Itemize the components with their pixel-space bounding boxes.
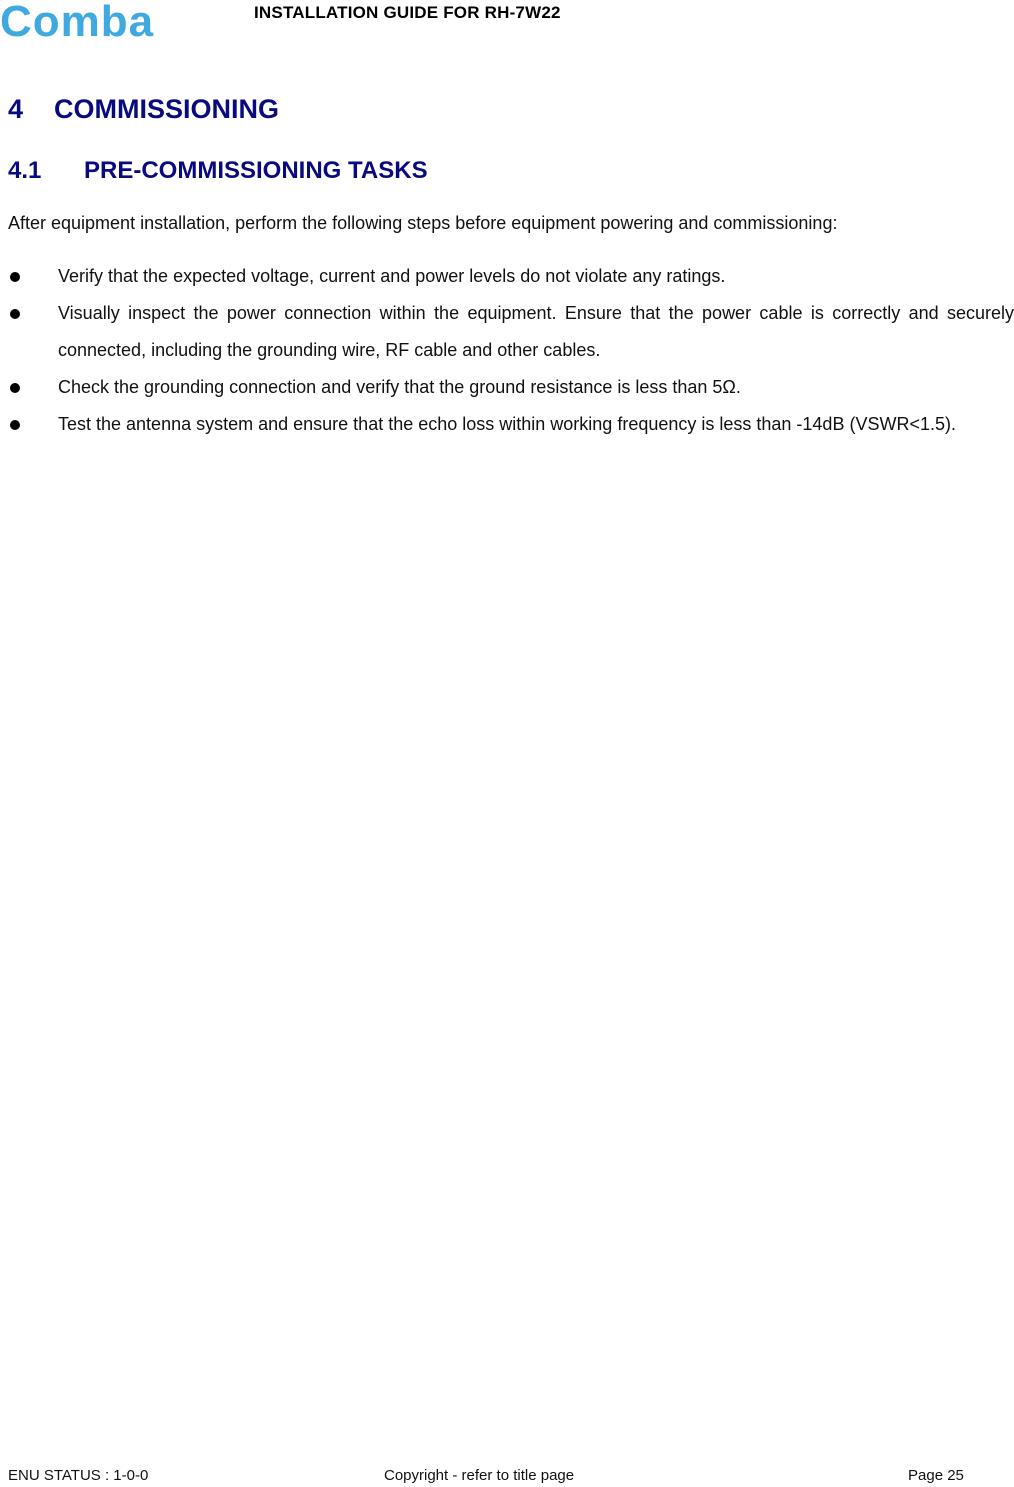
bullet-icon xyxy=(10,272,20,282)
list-item-text: Visually inspect the power connection within the equipment. Ensure that the power cable is correctly and securely connected, including the grounding wire, RF cable and other cables. xyxy=(58,303,1014,360)
section-number: 4 xyxy=(8,94,24,124)
subsection-heading xyxy=(8,157,428,185)
list-item xyxy=(8,295,1014,369)
list-item xyxy=(8,369,1014,406)
footer-status: ENU STATUS : 1-0-0 xyxy=(8,1467,149,1484)
document-title: INSTALLATION GUIDE FOR RH-7W22 xyxy=(254,3,561,22)
task-list xyxy=(8,258,1014,443)
footer-copyright: Copyright - refer to title page xyxy=(384,1467,575,1484)
comba-logo xyxy=(0,0,186,44)
bullet-icon xyxy=(10,309,20,319)
list-item-text: Test the antenna system and ensure that the echo loss within working frequency is less than -14dB (VSWR<1.5). xyxy=(58,414,956,434)
list-item xyxy=(8,258,1014,295)
list-item-text: Check the grounding connection and verify that the ground resistance is less than 5Ω. xyxy=(58,377,741,397)
bullet-icon xyxy=(10,383,20,393)
logo-wordmark: Comba xyxy=(0,0,155,44)
intro-paragraph: After equipment installation, perform the following steps before equipment powering and commissioning: xyxy=(8,213,838,233)
section-heading xyxy=(8,94,279,125)
subsection-number: 4.1 xyxy=(8,157,42,184)
list-item-text: Verify that the expected voltage, current and power levels do not violate any ratings. xyxy=(58,266,726,286)
footer-page-number: Page 25 xyxy=(908,1467,964,1484)
list-item xyxy=(8,406,1014,443)
bullet-icon xyxy=(10,420,20,430)
section-title: COMMISSIONING xyxy=(54,94,280,124)
subsection-title: PRE-COMMISSIONING TASKS xyxy=(84,157,428,184)
